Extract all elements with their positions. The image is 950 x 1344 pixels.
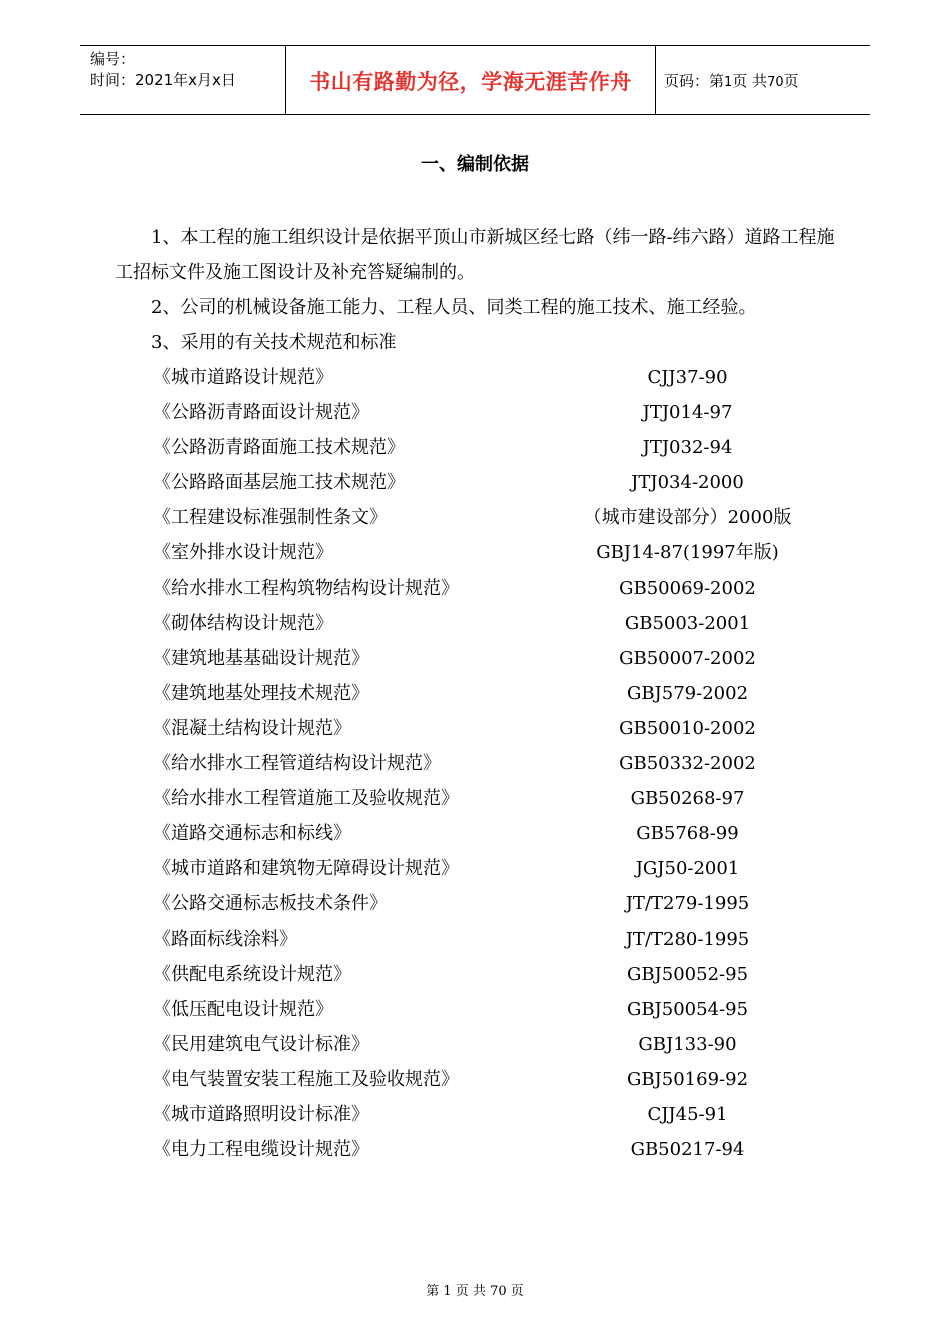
standard-name: 《低压配电设计规范》 xyxy=(153,998,333,1020)
standard-name: 《混凝土结构设计规范》 xyxy=(153,717,351,739)
time-label: 时间：2021年x月x日 xyxy=(90,71,236,89)
standard-code: GBJ50052-95 xyxy=(626,963,749,985)
standard-name: 《公路沥青路面设计规范》 xyxy=(153,402,369,424)
footer-suffix: 页 xyxy=(506,1284,524,1299)
standard-name: 《路面标线涂料》 xyxy=(153,928,297,950)
standard-name: 《砌体结构设计规范》 xyxy=(153,612,333,634)
page-footer xyxy=(0,1280,950,1299)
standard-name: 《给水排水工程管道施工及验收规范》 xyxy=(153,788,459,810)
standard-code: GB50069-2002 xyxy=(619,577,756,599)
standard-row xyxy=(0,535,950,570)
standard-code: JTJ034-2000 xyxy=(631,472,744,494)
page-suffix: 页 xyxy=(783,72,799,90)
standard-row xyxy=(0,395,950,430)
section-title: 一、编制依据 xyxy=(421,154,529,175)
header-divider xyxy=(655,46,656,114)
standard-row xyxy=(0,1027,950,1062)
standard-code: GB50010-2002 xyxy=(619,717,756,739)
header-meta xyxy=(90,49,285,91)
footer-mid: 页 共 xyxy=(451,1284,491,1299)
standard-code: （城市建设部分）2000版 xyxy=(583,507,792,529)
standard-row xyxy=(0,465,950,500)
standard-code: CJJ37-90 xyxy=(647,367,728,388)
standard-row xyxy=(0,676,950,711)
standard-name: 《建筑地基基础设计规范》 xyxy=(153,647,369,669)
standard-code: GBJ50054-95 xyxy=(626,998,749,1020)
standard-row xyxy=(0,957,950,992)
page-total: 70 xyxy=(767,75,784,90)
standard-row xyxy=(0,992,950,1027)
standard-name: 《给水排水工程管道结构设计规范》 xyxy=(153,753,441,775)
standard-code: JT/T280-1995 xyxy=(625,928,750,950)
header-page-info xyxy=(664,70,799,91)
standard-code: GB5003-2001 xyxy=(624,612,751,634)
standard-code: GB5768-99 xyxy=(636,823,739,845)
standard-name: 《城市道路照明设计标准》 xyxy=(153,1103,369,1125)
standard-row xyxy=(0,922,950,957)
standard-code: JGJ50-2001 xyxy=(635,858,740,880)
page-number: 1 xyxy=(724,75,733,90)
standard-row xyxy=(0,430,950,465)
paragraph-capability: 2、公司的机械设备施工能力、工程人员、同类工程的施工技术、施工经验。 xyxy=(151,297,757,318)
page-mid: 页 共 xyxy=(732,72,768,90)
standard-row xyxy=(0,500,950,535)
standard-code: GB50332-2002 xyxy=(619,753,756,775)
footer-page-total: 70 xyxy=(490,1284,507,1299)
paragraph-standards-intro: 3、采用的有关技术规范和标准 xyxy=(151,332,397,353)
standard-code: JTJ014-97 xyxy=(642,402,733,424)
standard-row xyxy=(0,360,950,395)
standard-code: GBJ133-90 xyxy=(638,1033,737,1055)
paragraph-basis: 1、本工程的施工组织设计是依据平顶山市新城区经七路（纬一路-纬六路）道路工程施工招标文件及施工图设计及补充答疑编制的。 xyxy=(115,227,835,283)
standard-code: GBJ50169-92 xyxy=(626,1068,749,1090)
standard-code: GB50217-94 xyxy=(630,1139,745,1161)
serial-number-label: 编号： xyxy=(90,50,136,68)
page-header xyxy=(80,45,870,115)
standard-code: JTJ032-94 xyxy=(642,437,733,459)
standard-name: 《城市道路和建筑物无障碍设计规范》 xyxy=(153,858,459,880)
standards-list xyxy=(0,360,950,1167)
standard-code: GBJ14-87(1997年版) xyxy=(596,542,779,564)
standard-row xyxy=(0,1097,950,1132)
page-prefix: 页码：第 xyxy=(664,72,725,90)
standard-row xyxy=(0,886,950,921)
standard-row xyxy=(0,851,950,886)
standard-name: 《城市道路设计规范》 xyxy=(153,367,333,388)
standard-name: 《工程建设标准强制性条文》 xyxy=(153,507,387,529)
standard-code: JT/T279-1995 xyxy=(625,893,750,915)
standard-name: 《公路沥青路面施工技术规范》 xyxy=(153,437,405,459)
standard-code: CJJ45-91 xyxy=(647,1103,728,1125)
standard-name: 《公路交通标志板技术条件》 xyxy=(153,893,387,915)
standard-name: 《电气装置安装工程施工及验收规范》 xyxy=(153,1068,459,1090)
standard-name: 《供配电系统设计规范》 xyxy=(153,963,351,985)
standard-name: 《给水排水工程构筑物结构设计规范》 xyxy=(153,577,459,599)
standard-row xyxy=(0,781,950,816)
footer-prefix: 第 xyxy=(426,1284,444,1299)
standard-row xyxy=(0,606,950,641)
standard-name: 《民用建筑电气设计标准》 xyxy=(153,1033,369,1055)
standard-row xyxy=(0,816,950,851)
standard-name: 《道路交通标志和标线》 xyxy=(153,823,351,845)
standard-name: 《电力工程电缆设计规范》 xyxy=(153,1139,369,1161)
standard-name: 《建筑地基处理技术规范》 xyxy=(153,682,369,704)
standard-code: GB50007-2002 xyxy=(619,647,756,669)
standard-row xyxy=(0,1132,950,1167)
header-motto: 书山有路勤为径，学海无涯苦作舟 xyxy=(309,70,632,94)
standard-row xyxy=(0,746,950,781)
standard-name: 《公路路面基层施工技术规范》 xyxy=(153,472,405,494)
standard-row xyxy=(0,641,950,676)
footer-page-number: 1 xyxy=(443,1284,452,1299)
standard-row xyxy=(0,1062,950,1097)
standard-row xyxy=(0,711,950,746)
standard-name: 《室外排水设计规范》 xyxy=(153,542,333,564)
standard-row xyxy=(0,571,950,606)
standard-code: GBJ579-2002 xyxy=(626,682,749,704)
standard-code: GB50268-97 xyxy=(630,788,745,810)
